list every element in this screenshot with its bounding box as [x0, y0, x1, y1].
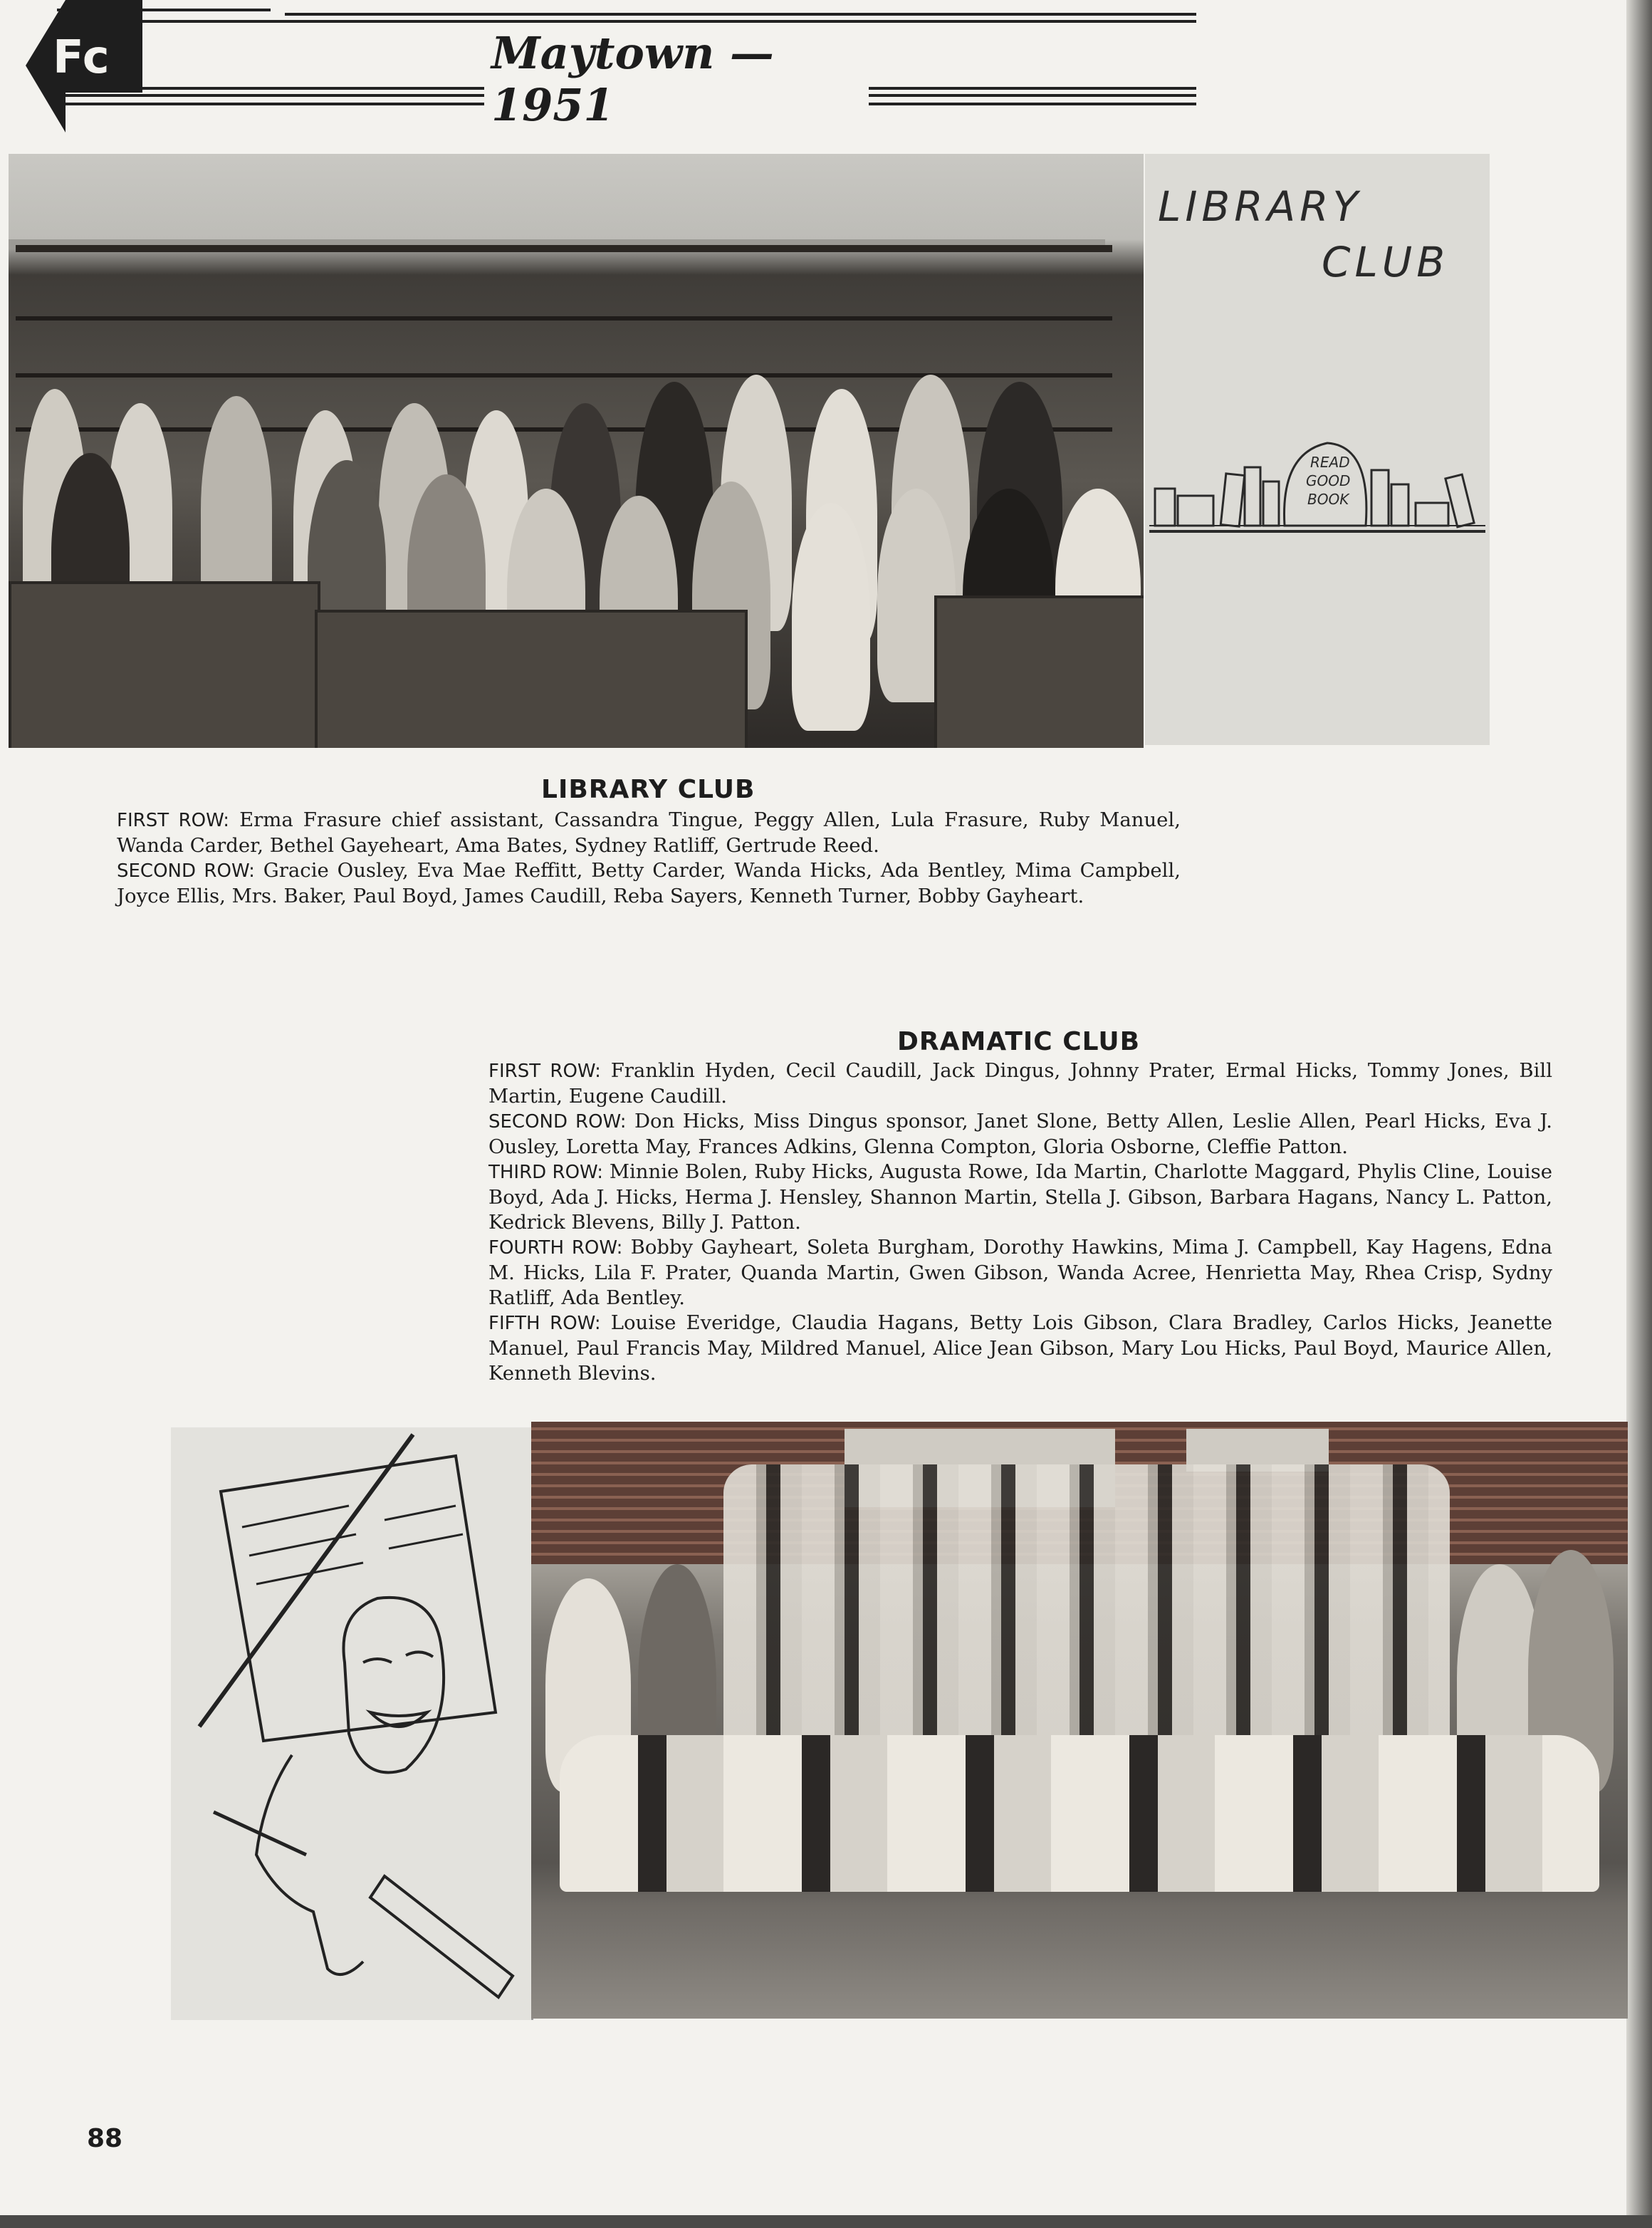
drawing-heading-club: CLUB [1322, 238, 1450, 286]
dramatic-first-row: FIRST ROW: Franklin Hyden, Cecil Caudill, Jack Dingus, Johnny Prater, Ermal Hicks, Tommy Jones, Bill Martin, Eugene Caudill. [488, 1059, 1552, 1108]
book-sign-word-3: BOOK [1307, 491, 1349, 508]
library-second-row: SECOND ROW: Gracie Ousley, Eva Mae Reffitt, Betty Carder, Wanda Hicks, Ada Bentley, Mima Campbell, Joyce Ellis, Mrs. Baker, Paul Boyd, James Caudill, Reba Sayers, Kenneth Turner, Bobby Gayheart. [117, 859, 1181, 907]
dramatic-club-title: DRAMATIC CLUB [897, 1027, 1141, 1056]
dramatic-club-photo [531, 1422, 1628, 2019]
book-sign-word-1: READ [1310, 454, 1350, 471]
library-club-caption [117, 808, 1181, 909]
page-title: Maytown — 1951 [484, 27, 869, 131]
library-club-title: LIBRARY CLUB [541, 775, 756, 804]
dramatic-fourth-row: FOURTH ROW: Bobby Gayheart, Soleta Burgham, Dorothy Hawkins, Mima J. Campbell, Kay Hagens, Edna M. Hicks, Lila F. Prater, Quanda Martin, Gwen Gibson, Wanda Acree, Henrietta May, Rhea Crisp, Sydny Ratliff, Ada Bentley. [488, 1236, 1552, 1309]
page-bottom-edge [0, 2215, 1652, 2228]
bookshelf-sketch-icon [1145, 425, 1490, 538]
section-tab-label: Fc [53, 31, 108, 84]
dramatic-third-row: THIRD ROW: Minnie Bolen, Ruby Hicks, Augusta Rowe, Ida Martin, Charlotte Maggard, Phylis Cline, Louise Boyd, Ada J. Hicks, Herma J. Hensley, Shannon Martin, Stella J. Gibson, Barbara Hagans, Nancy L. Patton, Kedrick Blevens, Billy J. Patton. [488, 1160, 1552, 1234]
theater-masks-sketch-icon [171, 1427, 531, 2020]
page-number: 88 [87, 2124, 123, 2153]
library-club-photo [9, 154, 1144, 748]
book-sign-word-2: GOOD [1306, 472, 1351, 489]
dramatic-club-drawing [171, 1427, 533, 2020]
library-first-row: FIRST ROW: Erma Frasure chief assistant, Cassandra Tingue, Peggy Allen, Lula Frasure, Ruby Manuel, Wanda Carder, Bethel Gayeheart, Ama Bates, Sydney Ratliff, Gertrude Reed. [117, 808, 1181, 857]
dramatic-second-row: SECOND ROW: Don Hicks, Miss Dingus sponsor, Janet Slone, Betty Allen, Leslie Allen, Pearl Hicks, Eva J. Ousley, Loretta May, Frances Adkins, Glenna Compton, Gloria Osborne, Cleffie Patton. [488, 1110, 1552, 1158]
library-club-drawing [1145, 154, 1490, 745]
dramatic-fifth-row: FIFTH ROW: Louise Everidge, Claudia Hagans, Betty Lois Gibson, Clara Bradley, Carlos Hicks, Jeanette Manuel, Paul Francis May, Mildred Manuel, Alice Jean Gibson, Mary Lou Hicks, Paul Boyd, Maurice Allen, Kenneth Blevins. [488, 1311, 1552, 1385]
page-gutter-shadow [1626, 0, 1652, 2228]
drawing-heading-library: LIBRARY [1158, 182, 1362, 231]
dramatic-club-caption [488, 1058, 1552, 1386]
